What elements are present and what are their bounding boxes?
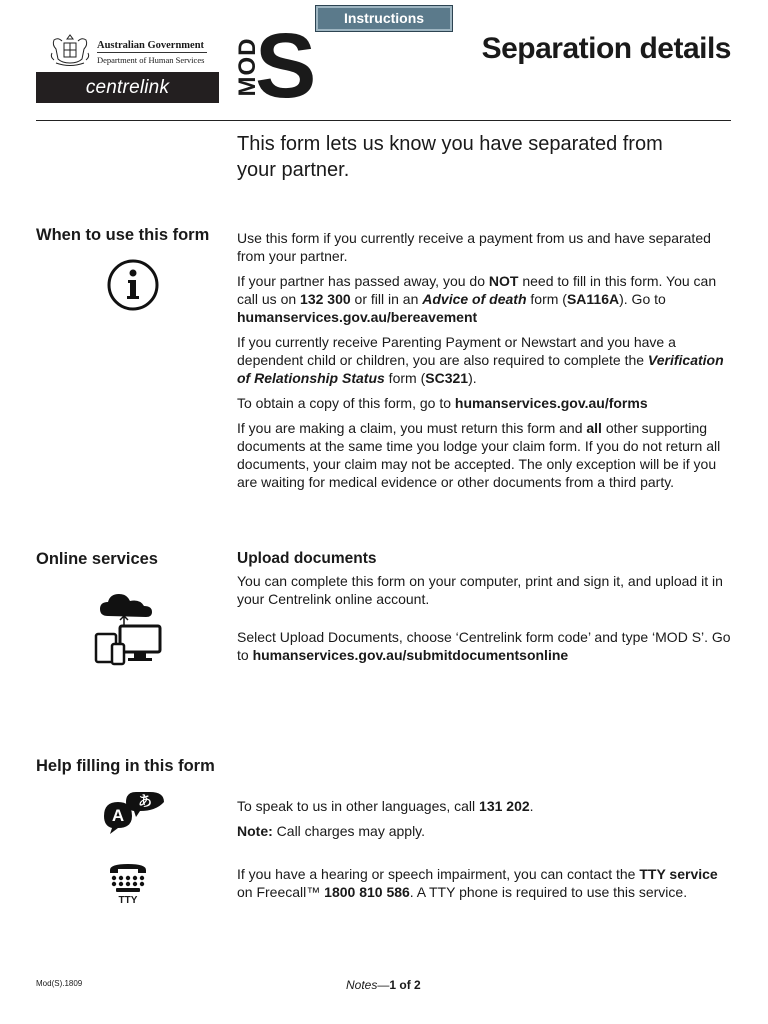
gov-name: Australian Government <box>97 40 205 51</box>
upload-subheading: Upload documents <box>237 550 377 567</box>
info-icon <box>106 258 160 317</box>
help-tty <box>237 865 731 908</box>
form-code: Mod(S).1809 <box>36 979 83 988</box>
centrelink-logo: centrelink <box>36 72 219 103</box>
gov-divider <box>97 52 207 53</box>
help-heading: Help filling in this form <box>36 757 215 775</box>
coat-of-arms-icon <box>48 33 92 69</box>
form-letter: S <box>255 15 317 117</box>
online-p1: You can complete this form on your computer, print and sign it, and upload it in your Centrelink online account. <box>237 573 723 607</box>
instructions-tab[interactable]: Instructions <box>315 5 453 32</box>
when-body <box>237 229 731 498</box>
when-p4: To obtain a copy of this form, go to humanservices.gov.au/forms <box>237 395 648 411</box>
when-p5: If you are making a claim, you must return this form and all other supporting documents at the same time you lodge your claim form. If you do not return all documents, your claim may not be accepted. The only exception will be if you are waiting for medical evidence or other documents from a third party. <box>237 420 721 490</box>
help-languages <box>237 797 731 847</box>
department-name: Department of Human Services <box>97 55 205 65</box>
note-text: Note: Call charges may apply. <box>237 823 426 839</box>
page-number: Notes—1 of 2 <box>346 978 421 992</box>
cloud-devices-icon <box>94 590 164 671</box>
intro-text: This form lets us know you have separated from your partner. <box>237 133 663 181</box>
when-heading: When to use this form <box>36 226 210 244</box>
online-p2: Select Upload Documents, choose ‘Centrelink form code’ and type ‘MOD S’. Go to humanservices.gov.au/submitdocumentsonline <box>237 629 731 663</box>
bereavement-link[interactable]: humanservices.gov.au/bereavement <box>237 309 478 325</box>
svg-text:あ: あ <box>138 794 152 810</box>
submit-documents-link[interactable]: humanservices.gov.au/submitdocumentsonline <box>252 647 569 663</box>
form-prefix: MOD <box>234 37 261 97</box>
page-title: Separation details <box>481 32 731 65</box>
tty-phone-icon <box>104 862 152 910</box>
tty-icon-label: TTY <box>118 895 138 906</box>
languages-text: To speak to us in other languages, call 131 202. <box>237 798 534 814</box>
online-heading: Online services <box>36 550 158 568</box>
online-body <box>237 550 731 671</box>
header-divider <box>36 120 731 121</box>
svg-text:A: A <box>111 806 125 825</box>
forms-link[interactable]: humanservices.gov.au/forms <box>454 395 648 411</box>
tty-text: If you have a hearing or speech impairment, you can contact the TTY service on Freecall™ 1800 810 586. A TTY phone is required to use this service. <box>237 866 718 900</box>
languages-icon <box>102 790 166 839</box>
when-p2: If your partner has passed away, you do NOT need to fill in this form. You can call us on 132 300 or fill in an Advice of death form (SA116A). Go to humanservices.gov.au/bereavement <box>237 273 717 325</box>
when-p1: Use this form if you currently receive a payment from us and have separated from your partner. <box>237 230 711 264</box>
when-p3: If you currently receive Parenting Payment or Newstart and you have a dependent child or children, you are also required to complete the Verification of Relationship Status form (SC321). <box>237 334 724 386</box>
